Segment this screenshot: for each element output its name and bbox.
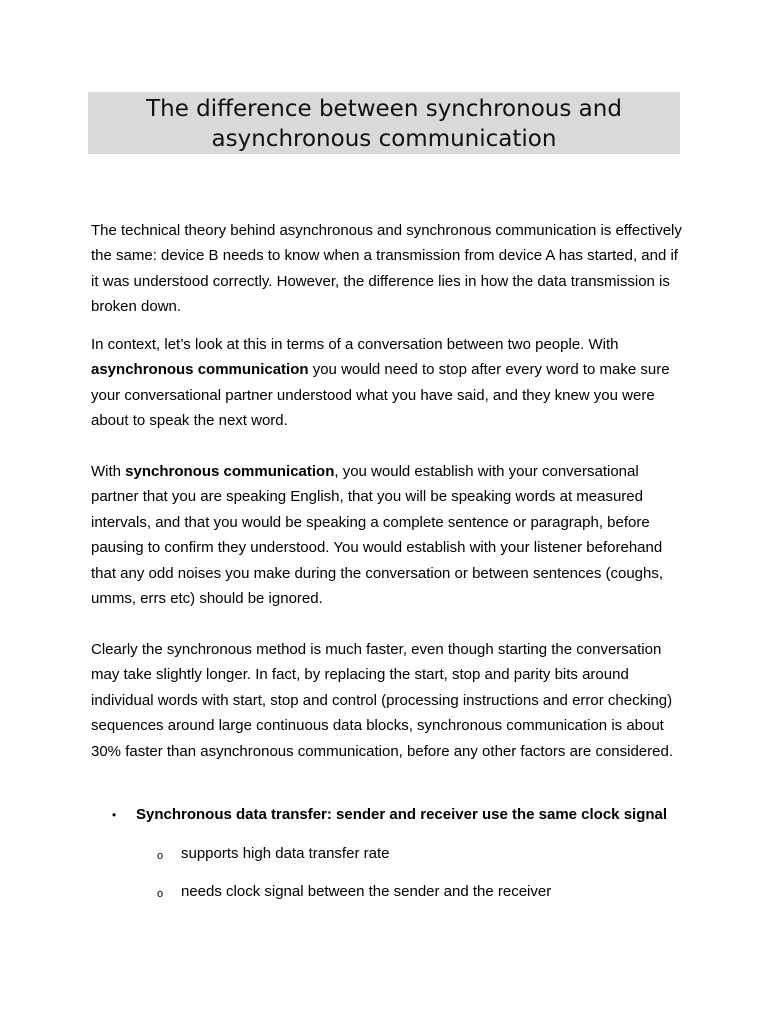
sub-bullet-marker: o [157,888,164,900]
paragraph-3-intro: With [91,463,126,480]
title-line-1: The difference between synchronous and [146,96,622,122]
paragraph-3-rest: , you would establish with your conversational partner that you are speaking English, that you will be speaking words at measured intervals, and that you would be speaking a complete sentence or paragraph, before pausing to confirm they understood. You would establish with your listener beforehand that any odd noises you make during the conversation or between sentences (coughs, umms, errs etc) should be ignored. [91,463,664,608]
paragraph-2-intro: In context, let’s look at this in terms of a conversation between two people. With [91,336,619,353]
title-line-2: asynchronous communication [211,126,557,152]
sub-bullet-item-1: supports high data transfer rate [181,845,390,862]
document-title [88,92,680,154]
sub-bullet-marker: o [157,850,164,862]
paragraph-1: The technical theory behind asynchronous and synchronous communication is effectively the same: device B needs to know when a transmission from device A has started, and if it was understood correctly. However, the difference lies in how the data transmission is broken down. [91,222,682,316]
bullet-marker: • [112,808,117,822]
paragraph-2 [91,332,683,434]
paragraph-2-bold-term: asynchronous communication [91,361,309,379]
sub-bullet-item-2: needs clock signal between the sender and the receiver [181,883,552,900]
paragraph-4: Clearly the synchronous method is much faster, even though starting the conversation may take slightly longer. In fact, by replacing the start, stop and parity bits around individual words with start, stop and control (processing instructions and error checking) sequences around large continuous data blocks, synchronous communication is about 30% faster than asynchronous communication, before any other factors are considered. [91,641,673,760]
paragraph-2-rest: you would need to stop after every word to make sure your conversational partner understood what you have said, and they knew you were about to speak the next word. [91,361,670,430]
paragraph-3-bold-term: synchronous communication [125,463,335,480]
paragraph-3 [91,459,683,611]
bullet-item-1: Synchronous data transfer: sender and receiver use the same clock signal [136,806,668,823]
